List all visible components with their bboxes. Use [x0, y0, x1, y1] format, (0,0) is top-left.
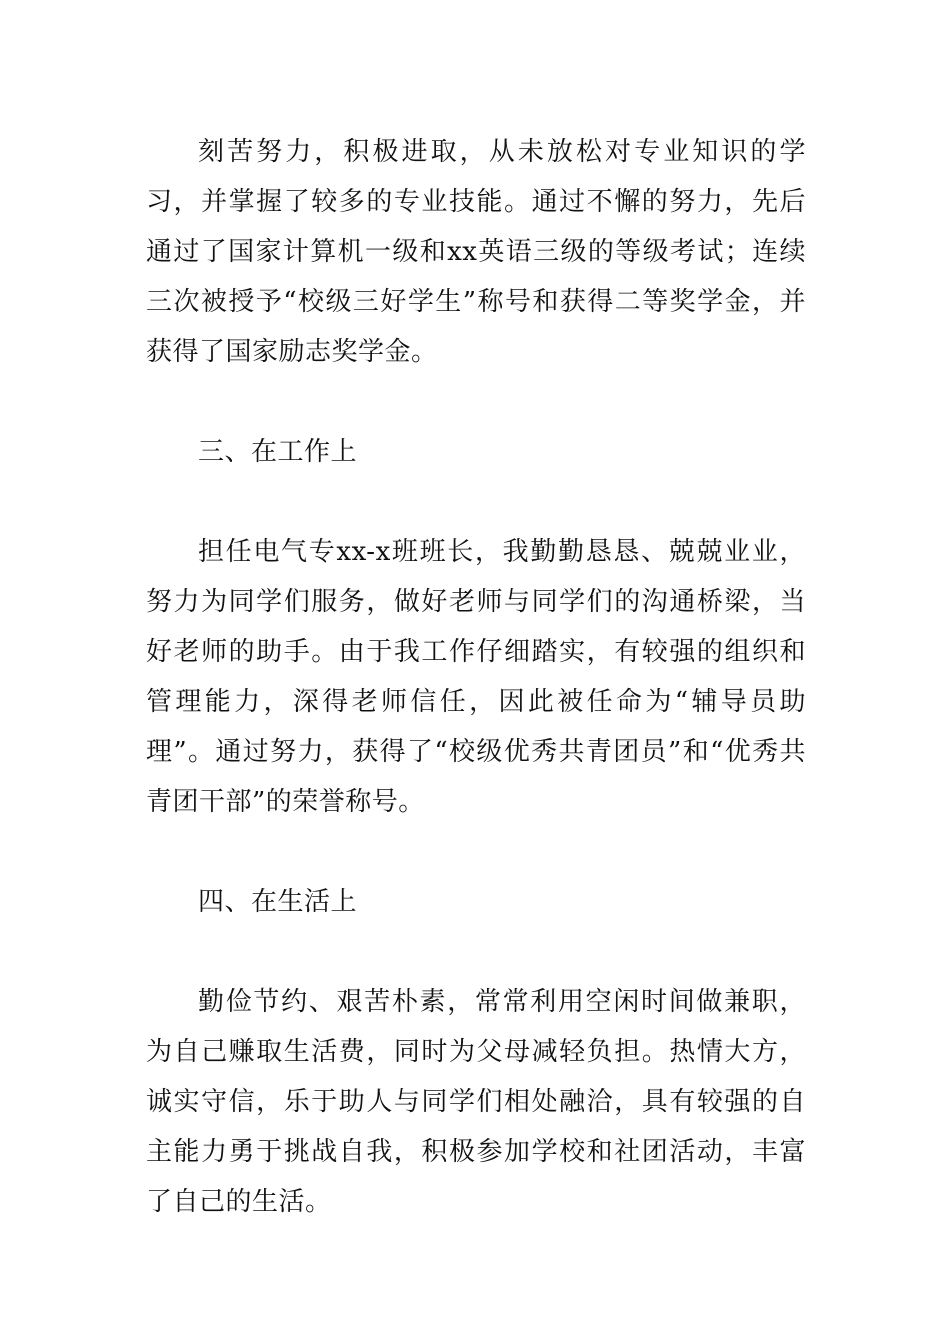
- paragraph-life: 勤俭节约、艰苦朴素，常常利用空闲时间做兼职，为自己赚取生活费，同时为父母减轻负担。热情大方，诚实守信，乐于助人与同学们相处融洽，具有较强的自主能力勇于挑战自我，积极参加学校和社团活动，丰富了自己的生活。: [146, 987, 806, 1217]
- paragraph-gap: [146, 477, 806, 527]
- paragraph-work: 担任电气专xx-x班班长，我勤勤恳恳、兢兢业业，努力为同学们服务，做好老师与同学们的沟通桥梁，当好老师的助手。由于我工作仔细踏实，有较强的组织和管理能力，深得老师信任，因此被任命为“辅导员助理”。通过努力，获得了“校级优秀共青团员”和“优秀共青团干部”的荣誉称号。: [146, 537, 806, 817]
- section-heading-life: 四、在生活上: [198, 887, 358, 917]
- paragraph-gap: [146, 927, 806, 977]
- section-heading-work: 三、在工作上: [198, 437, 358, 467]
- paragraph-gap: [146, 377, 806, 427]
- paragraph-gap: [146, 827, 806, 877]
- paragraph-study: 刻苦努力，积极进取，从未放松对专业知识的学习，并掌握了较多的专业技能。通过不懈的努力，先后通过了国家计算机一级和xx英语三级的等级考试；连续三次被授予“校级三好学生”称号和获得二等奖学金，并获得了国家励志奖学金。: [146, 137, 806, 367]
- document-body: [146, 127, 806, 1227]
